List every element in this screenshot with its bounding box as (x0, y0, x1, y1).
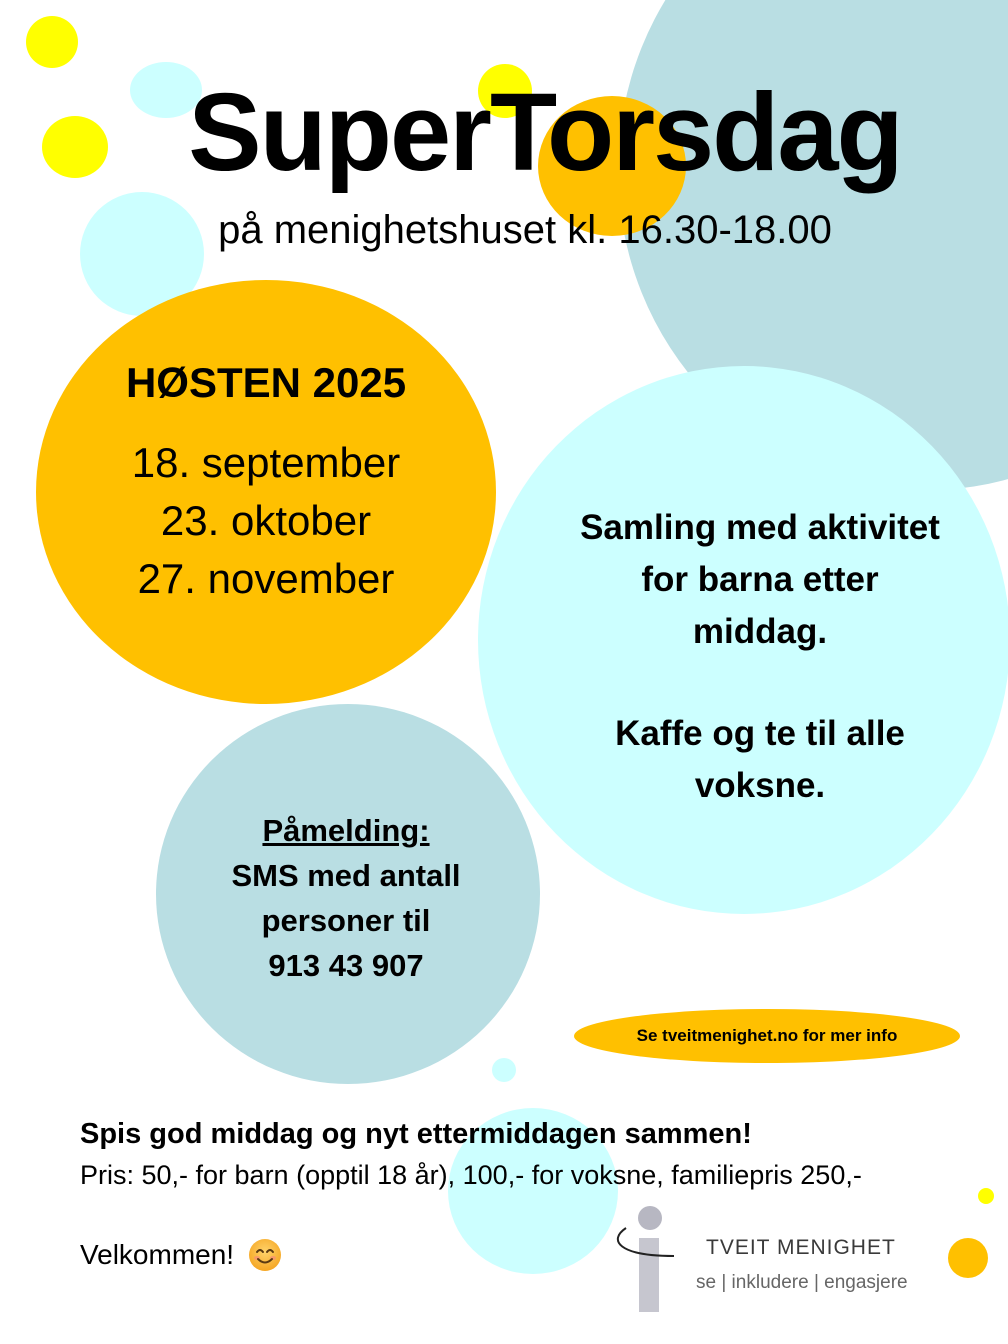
footer-price: Pris: 50,- for barn (opptil 18 år), 100,- for voksne, familiepris 250,- (80, 1160, 862, 1190)
signup-line: SMS med antall (231, 858, 461, 893)
page-subtitle: på menighetshuset kl. 16.30-18.00 (218, 208, 832, 252)
signup-heading: Påmelding: (262, 813, 430, 848)
signup-block (156, 808, 536, 988)
info-link-badge[interactable]: Se tveitmenighet.no for mer info (574, 1009, 960, 1063)
activity-line: voksne. (694, 766, 826, 805)
cyan-dot-small (492, 1058, 516, 1082)
yellow-dot-top-left (26, 16, 78, 68)
logo-name: TVEIT MENIGHET (706, 1236, 896, 1259)
date-item: 18. september (131, 439, 401, 486)
season-block (36, 359, 496, 608)
season-title: HØSTEN 2025 (125, 359, 407, 406)
footer-headline: Spis god middag og nyt ettermiddagen sammen! (80, 1118, 752, 1150)
welcome-text: Velkommen! (80, 1239, 235, 1270)
tveit-logo-icon (612, 1204, 682, 1314)
activity-line: middag. (692, 612, 828, 651)
signup-line: personer til (261, 903, 431, 938)
page-title: SuperTorsdag (188, 71, 902, 194)
signup-phone: 913 43 907 (268, 948, 424, 983)
smiley-icon (248, 1238, 282, 1272)
welcome-row (80, 1238, 282, 1272)
activity-line: Samling med aktivitet (580, 508, 940, 547)
date-item: 27. november (137, 555, 395, 602)
date-item: 23. oktober (160, 497, 372, 544)
logo-tagline: se | inkludere | engasjere (696, 1272, 908, 1293)
season-dates (36, 434, 496, 608)
yellow-dot-right-small (978, 1188, 994, 1204)
activity-line: for barna etter (641, 560, 879, 599)
activity-line: Kaffe og te til alle (615, 714, 905, 753)
orange-dot-right (948, 1238, 988, 1278)
activity-block (530, 502, 990, 812)
